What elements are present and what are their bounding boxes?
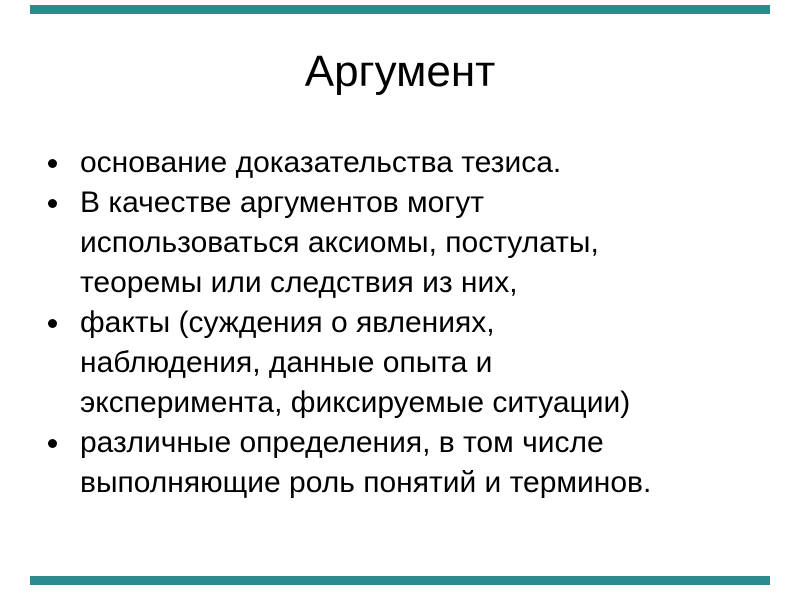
list-item [46, 143, 772, 183]
bullet-list [46, 143, 772, 503]
list-item [46, 303, 772, 423]
bullet-text-line: В качестве аргументов могут [80, 186, 485, 219]
bullet-text-line: факты (суждения о явлениях, [80, 306, 495, 339]
list-item [46, 183, 772, 303]
bullet-text-line: основание доказательства тезиса. [80, 146, 562, 179]
bullet-icon [48, 159, 57, 168]
bullet-text-line: различные определения, в том числе [80, 426, 604, 459]
bottom-accent-bar [30, 576, 770, 585]
slide-title: Аргумент [304, 47, 496, 96]
bullet-text-line: выполняющие роль понятий и терминов. [80, 466, 652, 499]
top-accent-bar [30, 5, 770, 14]
bullet-icon [48, 439, 57, 448]
list-item [46, 423, 772, 503]
bullet-icon [48, 319, 57, 328]
bullet-text-line: наблюдения, данные опыта и [80, 346, 493, 379]
bullet-text-line: теоремы или следствия из них, [80, 266, 518, 299]
bullet-text-line: использоваться аксиомы, постулаты, [80, 226, 599, 259]
bullet-icon [48, 199, 57, 208]
bullet-text-line: эксперимента, фиксируемые ситуации) [80, 386, 631, 419]
